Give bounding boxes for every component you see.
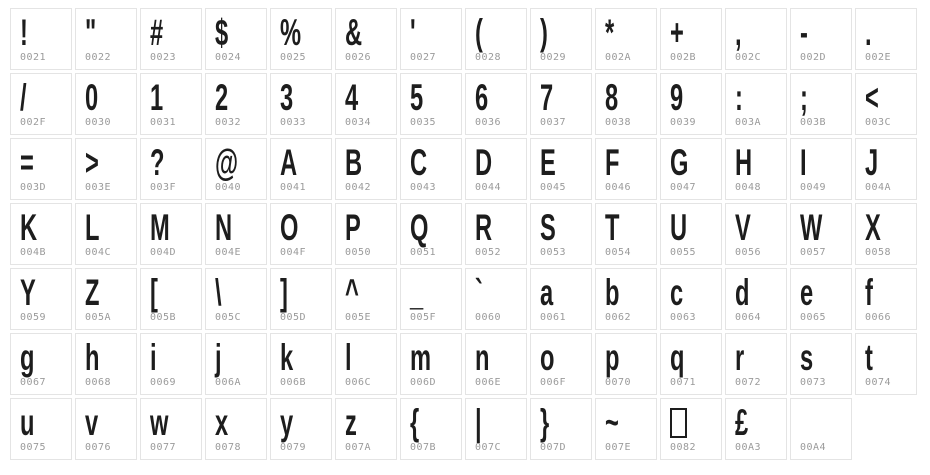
glyph-code: 005C — [215, 312, 242, 323]
glyph-cell[interactable] — [725, 203, 787, 265]
glyph-char: D — [475, 142, 492, 183]
glyph-cell[interactable] — [140, 398, 202, 460]
glyph-cell[interactable] — [270, 268, 332, 330]
glyph-code: 0074 — [865, 377, 892, 388]
glyph-char: Y — [20, 272, 36, 313]
glyph-char: ) — [540, 12, 548, 53]
glyph-char: E — [540, 142, 556, 183]
glyph-cell[interactable] — [75, 73, 137, 135]
glyph-code: 0051 — [410, 247, 437, 258]
glyph-cell[interactable] — [595, 333, 657, 395]
glyph-cell[interactable] — [855, 203, 917, 265]
glyph-code: 004B — [20, 247, 47, 258]
glyph-code: 007B — [410, 442, 437, 453]
glyph-code: 0056 — [735, 247, 762, 258]
glyph-code: 0070 — [605, 377, 632, 388]
glyph-char: w — [150, 402, 168, 443]
glyph-char: Q — [410, 207, 428, 248]
glyph-code: 0023 — [150, 52, 177, 63]
glyph-code: 0032 — [215, 117, 242, 128]
glyph-cell[interactable] — [660, 398, 722, 460]
glyph-cell[interactable] — [855, 333, 917, 395]
glyph-cell[interactable] — [400, 333, 462, 395]
glyph-char: ! — [20, 12, 28, 53]
glyph-cell[interactable] — [205, 203, 267, 265]
glyph-char: ; — [800, 77, 808, 118]
glyph-cell[interactable] — [205, 268, 267, 330]
glyph-code: 0054 — [605, 247, 632, 258]
glyph-code: 0029 — [540, 52, 567, 63]
glyph-code: 002F — [20, 117, 47, 128]
glyph-code: 005F — [410, 312, 437, 323]
glyph-char: _ — [410, 272, 423, 313]
glyph-char: \ — [215, 272, 221, 313]
glyph-char: 0 — [85, 77, 98, 118]
glyph-char: x — [215, 402, 228, 443]
glyph-cell[interactable] — [335, 268, 397, 330]
glyph-cell[interactable] — [725, 398, 787, 460]
glyph-code: 0062 — [605, 312, 632, 323]
glyph-char: t — [865, 337, 873, 378]
glyph-code: 005B — [150, 312, 177, 323]
glyph-cell[interactable] — [10, 73, 72, 135]
glyph-code: 0067 — [20, 377, 47, 388]
glyph-char: ^ — [345, 272, 359, 313]
glyph-char: j — [215, 337, 221, 378]
glyph-char: q — [670, 337, 684, 378]
glyph-grid — [10, 8, 917, 460]
glyph-code: 003E — [85, 182, 112, 193]
glyph-cell[interactable] — [465, 268, 527, 330]
glyph-code: 005A — [85, 312, 112, 323]
glyph-cell[interactable] — [465, 333, 527, 395]
glyph-char: % — [280, 12, 301, 53]
glyph-cell[interactable] — [10, 8, 72, 70]
glyph-code: 006C — [345, 377, 372, 388]
glyph-cell[interactable] — [400, 73, 462, 135]
glyph-cell[interactable] — [855, 138, 917, 200]
glyph-code: 0026 — [345, 52, 372, 63]
glyph-char: S — [540, 207, 556, 248]
glyph-code: 0033 — [280, 117, 307, 128]
glyph-code: 003F — [150, 182, 177, 193]
glyph-char: a — [540, 272, 553, 313]
glyph-cell[interactable] — [530, 203, 592, 265]
glyph-code: 0021 — [20, 52, 47, 63]
glyph-code: 006B — [280, 377, 307, 388]
glyph-char: ? — [150, 142, 164, 183]
glyph-cell[interactable] — [75, 268, 137, 330]
glyph-code: 0077 — [150, 442, 177, 453]
glyph-char: } — [540, 402, 549, 443]
glyph-cell[interactable] — [400, 203, 462, 265]
glyph-code: 005E — [345, 312, 372, 323]
glyph-char: k — [280, 337, 293, 378]
glyph-cell[interactable] — [335, 73, 397, 135]
glyph-cell[interactable] — [855, 8, 917, 70]
glyph-code: 0022 — [85, 52, 112, 63]
glyph-code: 0072 — [735, 377, 762, 388]
glyph-cell[interactable] — [530, 8, 592, 70]
glyph-code: 0025 — [280, 52, 307, 63]
glyph-cell[interactable] — [270, 8, 332, 70]
glyph-char: 5 — [410, 77, 423, 118]
glyph-char: @ — [215, 142, 238, 183]
glyph-cell[interactable] — [140, 73, 202, 135]
glyph-cell[interactable] — [465, 73, 527, 135]
glyph-code: 0035 — [410, 117, 437, 128]
glyph-code: 0031 — [150, 117, 177, 128]
glyph-code: 0041 — [280, 182, 307, 193]
glyph-code: 0043 — [410, 182, 437, 193]
glyph-cell[interactable] — [465, 138, 527, 200]
glyph-code: 0060 — [475, 312, 502, 323]
glyph-char: X — [865, 207, 881, 248]
glyph-char: y — [280, 402, 293, 443]
glyph-char: e — [800, 272, 813, 313]
glyph-cell[interactable] — [595, 8, 657, 70]
glyph-code: 0052 — [475, 247, 502, 258]
glyph-code: 0073 — [800, 377, 827, 388]
glyph-char: s — [800, 337, 813, 378]
glyph-code: 003C — [865, 117, 892, 128]
glyph-cell[interactable] — [10, 138, 72, 200]
glyph-char: | — [475, 402, 481, 443]
glyph-code: 002A — [605, 52, 632, 63]
glyph-cell[interactable] — [140, 8, 202, 70]
glyph-char: 2 — [215, 77, 228, 118]
glyph-code: 007D — [540, 442, 567, 453]
glyph-cell[interactable] — [75, 203, 137, 265]
glyph-code: 0068 — [85, 377, 112, 388]
glyph-char: V — [735, 207, 751, 248]
glyph-char: N — [215, 207, 232, 248]
glyph-cell[interactable] — [270, 333, 332, 395]
glyph-cell[interactable] — [270, 398, 332, 460]
glyph-code: 004D — [150, 247, 177, 258]
glyph-code: 0028 — [475, 52, 502, 63]
glyph-char: = — [20, 142, 34, 183]
glyph-code: 006A — [215, 377, 242, 388]
glyph-code: 0053 — [540, 247, 567, 258]
glyph-code: 004C — [85, 247, 112, 258]
glyph-char: b — [605, 272, 619, 313]
glyph-cell[interactable] — [660, 333, 722, 395]
glyph-char: - — [800, 12, 808, 53]
glyph-code: 0047 — [670, 182, 697, 193]
glyph-char: K — [20, 207, 37, 248]
glyph-char: f — [865, 272, 873, 313]
glyph-code: 005D — [280, 312, 307, 323]
glyph-cell[interactable] — [790, 333, 852, 395]
glyph-cell[interactable] — [205, 138, 267, 200]
glyph-cell[interactable] — [140, 333, 202, 395]
glyph-char: L — [85, 207, 99, 248]
glyph-code: 004E — [215, 247, 242, 258]
glyph-cell[interactable] — [855, 73, 917, 135]
glyph-char: P — [345, 207, 361, 248]
glyph-code: 0037 — [540, 117, 567, 128]
glyph-cell[interactable] — [75, 8, 137, 70]
glyph-code: 007E — [605, 442, 632, 453]
glyph-cell[interactable] — [790, 73, 852, 135]
glyph-code: 0069 — [150, 377, 177, 388]
glyph-cell[interactable] — [335, 8, 397, 70]
glyph-code: 0042 — [345, 182, 372, 193]
glyph-char: p — [605, 337, 619, 378]
glyph-cell[interactable] — [400, 8, 462, 70]
glyph-code: 0034 — [345, 117, 372, 128]
glyph-cell[interactable] — [725, 138, 787, 200]
glyph-char: ( — [475, 12, 483, 53]
glyph-cell[interactable] — [595, 268, 657, 330]
glyph-code: 0046 — [605, 182, 632, 193]
glyph-code: 0036 — [475, 117, 502, 128]
glyph-code: 0066 — [865, 312, 892, 323]
glyph-char: ~ — [605, 402, 619, 443]
glyph-cell[interactable] — [465, 8, 527, 70]
glyph-char: . — [865, 12, 871, 53]
glyph-code: 0075 — [20, 442, 47, 453]
glyph-cell[interactable] — [855, 268, 917, 330]
glyph-cell[interactable] — [595, 203, 657, 265]
glyph-char: F — [605, 142, 619, 183]
glyph-cell[interactable] — [205, 398, 267, 460]
glyph-char: * — [605, 12, 614, 53]
glyph-code: 0055 — [670, 247, 697, 258]
glyph-cell[interactable] — [790, 203, 852, 265]
glyph-code: 0057 — [800, 247, 827, 258]
glyph-char: H — [735, 142, 752, 183]
glyph-char: 3 — [280, 77, 293, 118]
glyph-code: 003D — [20, 182, 47, 193]
glyph-code: 0064 — [735, 312, 762, 323]
glyph-cell[interactable] — [335, 203, 397, 265]
glyph-cell[interactable] — [400, 268, 462, 330]
glyph-cell[interactable] — [660, 8, 722, 70]
glyph-cell[interactable] — [530, 268, 592, 330]
glyph-code: 0071 — [670, 377, 697, 388]
glyph-char: 6 — [475, 77, 488, 118]
glyph-char: £ — [735, 402, 748, 443]
glyph-cell[interactable] — [465, 398, 527, 460]
glyph-cell[interactable] — [790, 398, 852, 460]
glyph-char: M — [150, 207, 170, 248]
glyph-char: " — [85, 12, 96, 53]
glyph-cell[interactable] — [790, 138, 852, 200]
glyph-code: 002C — [735, 52, 762, 63]
glyph-char: l — [345, 337, 351, 378]
glyph-cell[interactable] — [10, 203, 72, 265]
glyph-cell[interactable] — [465, 203, 527, 265]
glyph-cell[interactable] — [790, 268, 852, 330]
glyph-char: T — [605, 207, 619, 248]
glyph-char: W — [800, 207, 822, 248]
glyph-char: 9 — [670, 77, 683, 118]
glyph-code: 0078 — [215, 442, 242, 453]
glyph-cell[interactable] — [205, 73, 267, 135]
glyph-code: 006E — [475, 377, 502, 388]
glyph-cell[interactable] — [10, 333, 72, 395]
glyph-cell[interactable] — [10, 268, 72, 330]
glyph-cell[interactable] — [530, 333, 592, 395]
glyph-code: 0050 — [345, 247, 372, 258]
glyph-cell[interactable] — [530, 138, 592, 200]
glyph-cell[interactable] — [660, 203, 722, 265]
glyph-char: o — [540, 337, 554, 378]
glyph-code: 0039 — [670, 117, 697, 128]
glyph-code: 0027 — [410, 52, 437, 63]
glyph-code: 004F — [280, 247, 307, 258]
glyph-char: ' — [410, 12, 415, 53]
glyph-char: g — [20, 337, 34, 378]
glyph-code: 007C — [475, 442, 502, 453]
glyph-char: J — [865, 142, 878, 183]
glyph-char: v — [85, 402, 98, 443]
glyph-char: / — [20, 77, 26, 118]
glyph-cell[interactable] — [400, 138, 462, 200]
glyph-char: r — [735, 337, 744, 378]
glyph-cell[interactable] — [140, 268, 202, 330]
glyph-code: 0061 — [540, 312, 567, 323]
glyph-char: ] — [280, 272, 288, 313]
glyph-code: 003A — [735, 117, 762, 128]
glyph-code: 006F — [540, 377, 567, 388]
glyph-char: I — [800, 142, 806, 183]
glyph-char: G — [670, 142, 688, 183]
glyph-char: & — [345, 12, 362, 53]
glyph-code: 0079 — [280, 442, 307, 453]
glyph-char: c — [670, 272, 683, 313]
glyph-code: 0030 — [85, 117, 112, 128]
glyph-char: [ — [150, 272, 158, 313]
glyph-char: + — [670, 12, 684, 53]
glyph-cell[interactable] — [335, 138, 397, 200]
glyph-code: 007A — [345, 442, 372, 453]
glyph-char: { — [410, 402, 419, 443]
glyph-cell[interactable] — [270, 73, 332, 135]
glyph-cell[interactable] — [660, 73, 722, 135]
glyph-cell[interactable] — [595, 398, 657, 460]
glyph-code: 0082 — [670, 442, 697, 453]
glyph-char: n — [475, 337, 489, 378]
glyph-code: 004A — [865, 182, 892, 193]
glyph-cell[interactable] — [400, 398, 462, 460]
glyph-cell[interactable] — [75, 398, 137, 460]
glyph-code: 002E — [865, 52, 892, 63]
glyph-code: 00A3 — [735, 442, 762, 453]
glyph-char: O — [280, 207, 298, 248]
glyph-code: 0040 — [215, 182, 242, 193]
glyph-char: # — [150, 12, 163, 53]
glyph-char: 4 — [345, 77, 358, 118]
glyph-char: , — [735, 12, 741, 53]
glyph-cell[interactable] — [75, 138, 137, 200]
glyph-cell[interactable] — [335, 333, 397, 395]
glyph-code: 00A4 — [800, 442, 827, 453]
glyph-code: 0059 — [20, 312, 47, 323]
glyph-code: 0065 — [800, 312, 827, 323]
glyph-char: Z — [85, 272, 99, 313]
glyph-code: 002B — [670, 52, 697, 63]
glyph-cell[interactable] — [595, 73, 657, 135]
glyph-cell[interactable] — [205, 8, 267, 70]
glyph-cell[interactable] — [790, 8, 852, 70]
glyph-char: z — [345, 402, 357, 443]
glyph-cell[interactable] — [725, 333, 787, 395]
glyph-char: C — [410, 142, 427, 183]
glyph-char: R — [475, 207, 492, 248]
glyph-cell[interactable] — [140, 138, 202, 200]
glyph-cell[interactable] — [725, 268, 787, 330]
glyph-char: A — [280, 142, 297, 183]
glyph-char: m — [410, 337, 431, 378]
glyph-char: : — [735, 77, 743, 118]
glyph-char: 8 — [605, 77, 618, 118]
glyph-cell[interactable] — [335, 398, 397, 460]
glyph-code: 0049 — [800, 182, 827, 193]
glyph-char: d — [735, 272, 749, 313]
glyph-code: 0038 — [605, 117, 632, 128]
glyph-cell[interactable] — [530, 73, 592, 135]
glyph-char: > — [85, 142, 99, 183]
glyph-cell[interactable] — [530, 398, 592, 460]
glyph-code: 0076 — [85, 442, 112, 453]
glyph-code: 0024 — [215, 52, 242, 63]
glyph-char: B — [345, 142, 362, 183]
glyph-cell[interactable] — [660, 268, 722, 330]
glyph-char: < — [865, 77, 879, 118]
glyph-char: U — [670, 207, 687, 248]
glyph-cell[interactable] — [75, 333, 137, 395]
glyph-char: 1 — [150, 77, 163, 118]
glyph-cell[interactable] — [725, 8, 787, 70]
glyph-char: u — [20, 402, 34, 443]
glyph-code: 002D — [800, 52, 827, 63]
glyph-cell[interactable] — [205, 333, 267, 395]
glyph-code: 0058 — [865, 247, 892, 258]
glyph-code: 0048 — [735, 182, 762, 193]
glyph-char: ` — [475, 272, 483, 313]
glyph-code: 006D — [410, 377, 437, 388]
glyph-cell[interactable] — [270, 203, 332, 265]
glyph-code: 0045 — [540, 182, 567, 193]
glyph-cell[interactable] — [10, 398, 72, 460]
notdef-box-icon — [670, 408, 687, 438]
glyph-cell[interactable] — [270, 138, 332, 200]
glyph-code: 0063 — [670, 312, 697, 323]
glyph-char: h — [85, 337, 99, 378]
glyph-cell[interactable] — [595, 138, 657, 200]
glyph-code: 003B — [800, 117, 827, 128]
glyph-code: 0044 — [475, 182, 502, 193]
glyph-cell[interactable] — [660, 138, 722, 200]
glyph-char: $ — [215, 12, 228, 53]
glyph-char: 7 — [540, 77, 553, 118]
glyph-char: i — [150, 337, 156, 378]
glyph-cell[interactable] — [725, 73, 787, 135]
glyph-cell[interactable] — [140, 203, 202, 265]
